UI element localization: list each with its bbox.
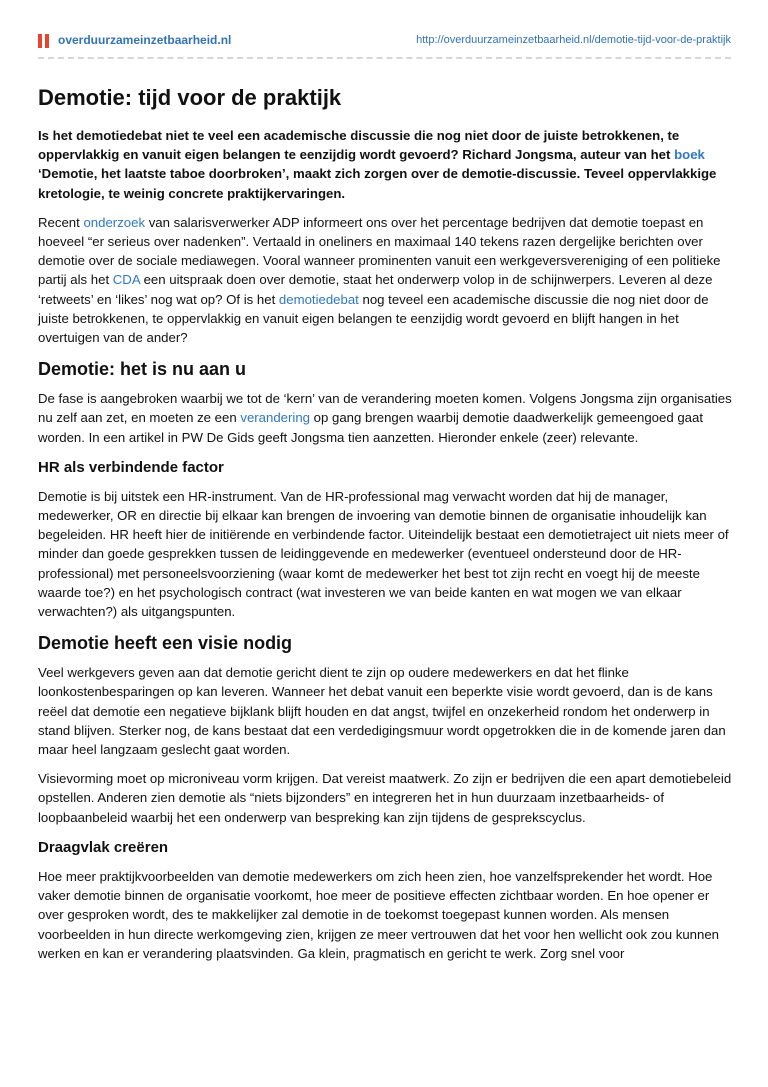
p1-text-1: Recent	[38, 214, 84, 230]
page-url[interactable]: http://overduurzameinzetbaarheid.nl/demotie-tijd-voor-de-praktijk	[416, 34, 731, 46]
paragraph-hr: Demotie is bij uitstek een HR-instrument. Van de HR-professional mag verwacht worden dat hij de manager, medewerker, OR en directie bij elkaar kan brengen de invoering van demotie binnen de organisatie inhoudelijk kan begeleiden. HR heeft hier de initiërende en verbindende factor. Uiteindelijk bestaat een demotietraject uit niets meer of minder dan goede gesprekken tussen de leidinggevende en medewerker (eventueel ondersteund door de HR-professional) met personeelsvoorziening (waar komt de medewerker het best tot zijn recht en voegt hij de meeste waarde toe?) en het psychologisch contract (wat investeren we van beide kanten en wat mogen we van elkaar verwachten?) als uitgangspunten.	[38, 488, 729, 620]
article-lead	[38, 126, 733, 203]
p1-text-4: nog teveel een academische discussie die nog niet door de juiste betrokkenen, te oppervlakkig en vanuit eigen belangen te eenzijdig wordt gevoerd en blijft hangen in het overtuigen van de ander?	[38, 291, 709, 346]
p1-text-3: een uitspraak doen over demotie, staat het onderwerp volop in de schijnwerpers. Leveren al deze ‘retweets’ en ‘likes’ nog wat op? Of is het	[38, 272, 713, 307]
section-heading-demotie-nu: Demotie: het is nu aan u	[38, 359, 247, 380]
demotiedebat-link[interactable]: demotiedebat	[278, 291, 359, 307]
paragraph-intro	[38, 213, 733, 347]
lead-text-1: Is het demotiedebat niet te veel een academische discussie die nog niet door de juiste betrokkenen, te oppervlakkig en vanuit eigen belangen te eenzijdig wordt gevoerd? Richard Jongsma, auteur van het	[38, 128, 680, 163]
subheading-hr: HR als verbindende factor	[38, 458, 224, 476]
paragraph-visie-1: Veel werkgevers geven aan dat demotie gericht dient te zijn op oudere medewerkers en dat het flinke loonkostenbesparingen op kan leveren. Wanneer het debat vanuit een beperkte visie wordt gevoerd, dan is de kans reëel dat demotie een negatieve bijklank blijft houden en dat angst, twijfel en onzekerheid rondom het onderwerp in stand blijven. Sterker nog, de kans bestaat dat een verdedigingsmuur wordt opgetrokken die in de komende jaren dan maar heel langzaam geslecht gaat worden.	[38, 665, 726, 758]
paragraph-fase	[38, 389, 733, 447]
p1-text-2: van salarisverwerker ADP informeert ons over het percentage bedrijven dat demotie toepast en hoeveel “er serieus over nadenken”. Vertaald in oneliners en maximaal 140 tekens razen dergelijke berichten over demotie over de sociale mediawegen. Vooral wanneer prominenten vanuit een werkgeversvereniging of een politieke partij als het	[38, 214, 721, 288]
lead-text-2: ‘Demotie, het laatste taboe doorbroken’, maakt zich zorgen over de demotie-discussie. Teveel oppervlakkige kretologie, te weinig concrete praktijkervaringen.	[38, 166, 717, 201]
article-title: Demotie: tijd voor de praktijk	[38, 85, 342, 110]
page-header	[38, 29, 731, 59]
boek-link[interactable]: boek	[674, 147, 705, 163]
onderzoek-link[interactable]: onderzoek	[83, 214, 146, 230]
subheading-draagvlak: Draagvlak creëren	[38, 838, 169, 856]
verandering-link[interactable]: verandering	[240, 410, 311, 426]
cda-link[interactable]: CDA	[112, 272, 140, 288]
paragraph-visie-2: Visievorming moet op microniveau vorm krijgen. Dat vereist maatwerk. Zo zijn er bedrijven die een apart demotiebeleid opstellen. Anderen zien demotie als “niets bijzonders” en integreren het in hun duurzaam inzetbaarheids- of loopbaanbeleid waarbij het een onderwerp van bespreking kan zijn tijdens de gesprekscyclus.	[38, 771, 732, 825]
site-logo-icon	[38, 34, 50, 48]
site-name[interactable]: overduurzameinzetbaarheid.nl	[58, 33, 232, 47]
p2-text-1: De fase is aangebroken waarbij we tot de ‘kern’ van de verandering moeten komen. Volgens Jongsma zijn organisaties nu zelf aan zet, en moeten ze een	[38, 391, 732, 426]
section-heading-visie: Demotie heeft een visie nodig	[38, 633, 293, 654]
paragraph-draagvlak: Hoe meer praktijkvoorbeelden van demotie medewerkers om zich heen zien, hoe vanzelfsprekender het wordt. Hoe vaker demotie binnen de organisatie voorkomt, hoe meer de positieve effecten zichtbaar worden. En hoe opener er over gesproken wordt, des te makkelijker zal demotie in de toekomst toegepast kunnen worden. Als mensen voorbeelden in hun directe werkomgeving zien, krijgen ze meer vertrouwen dat het voor hen wellicht ook zou kunnen werken en kan er verandering plaatsvinden. Ga klein, pragmatisch en gericht te werk. Zorg snel voor	[38, 868, 720, 961]
p2-text-2: op gang brengen waarbij demotie daadwerkelijk gemeengoed gaat worden. In een artikel in PW De Gids geeft Jongsma tien aanzetten. Hieronder enkele (zeer) relevante.	[38, 410, 703, 445]
article-body	[38, 84, 733, 973]
